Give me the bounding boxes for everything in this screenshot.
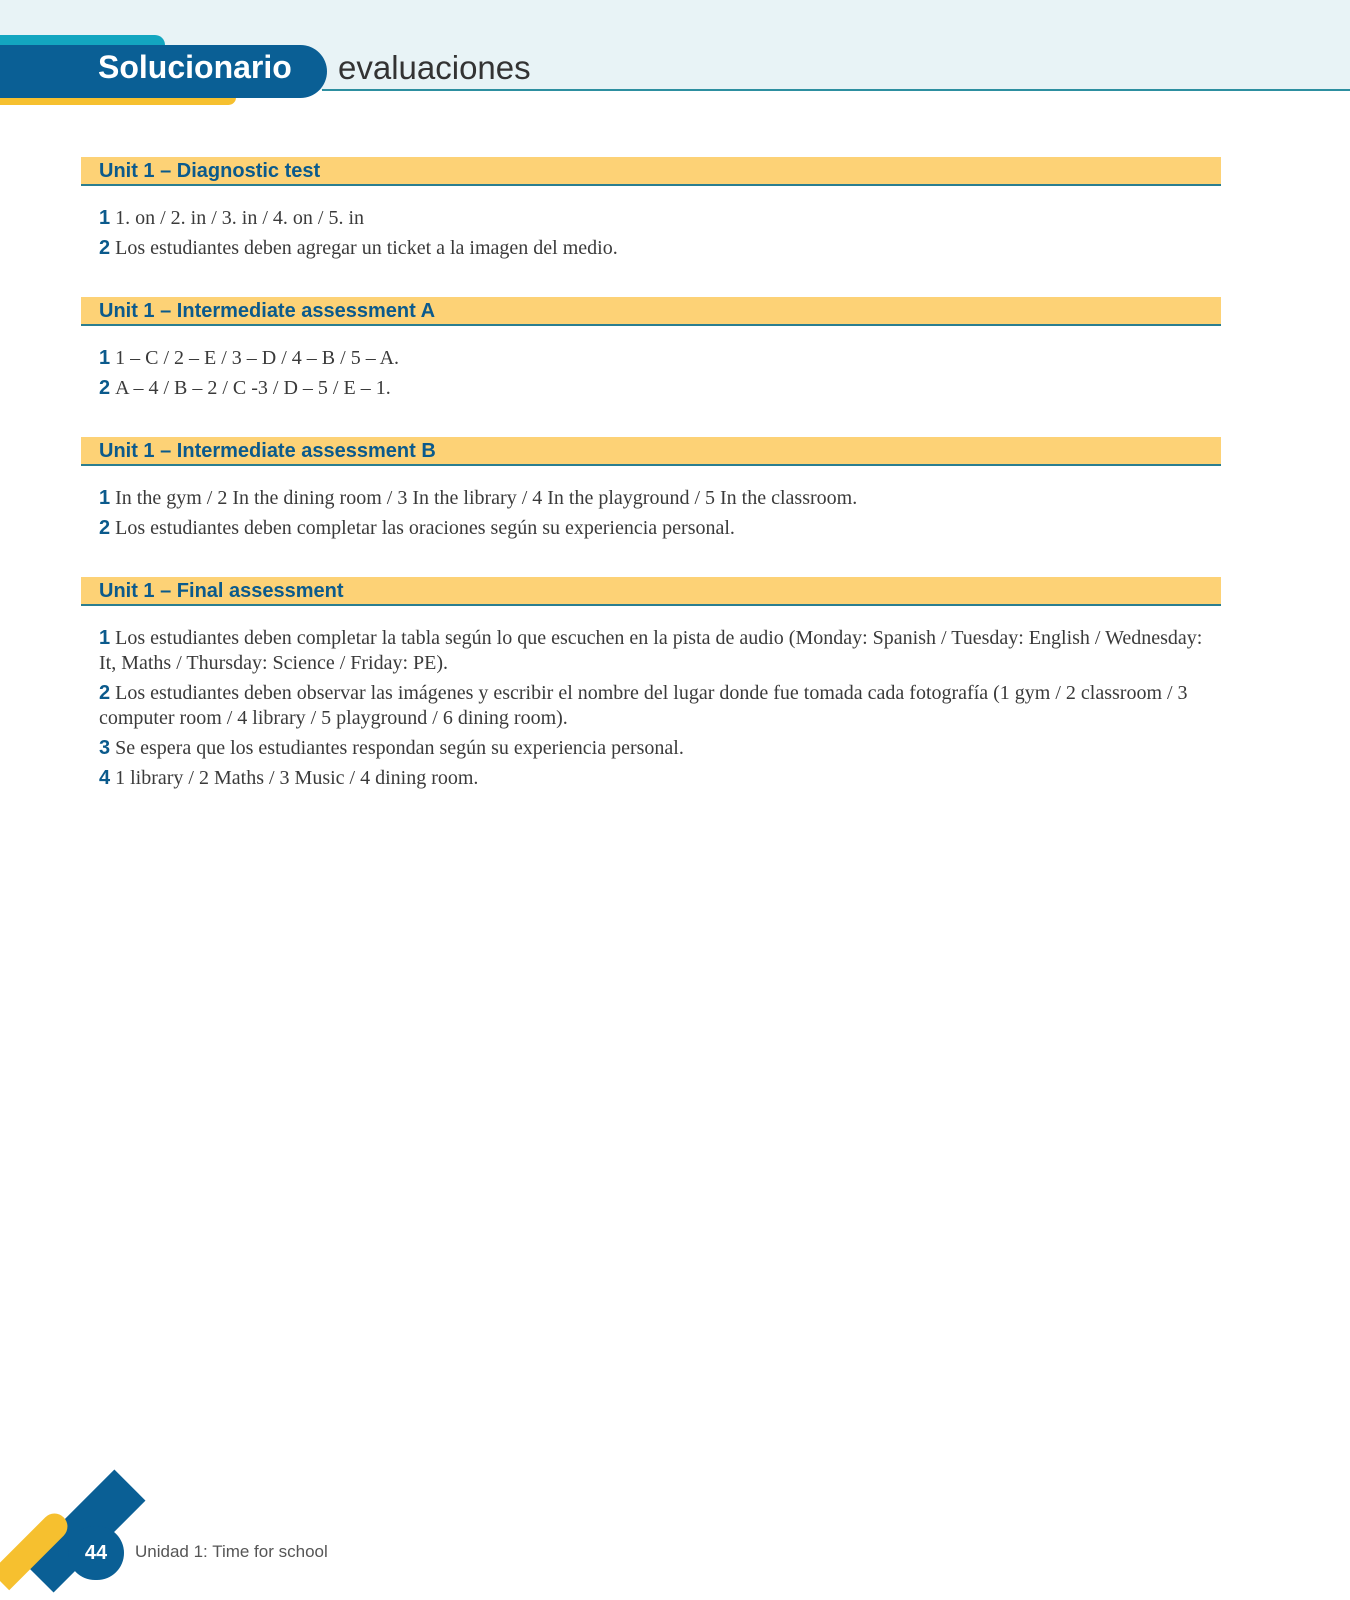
answer-item [99,626,1221,676]
answer-text: In the gym / 2 In the dining room / 3 In the library / 4 In the playground / 5 In the classroom. [115,487,858,509]
answer-item [99,766,1221,791]
answer-number: 2 [99,682,111,704]
section-diagnostic-test [81,157,1221,261]
answer-item [99,236,1221,261]
section-body [81,466,1221,541]
section-intermediate-assessment-a [81,297,1221,401]
answer-text: 1. on / 2. in / 3. in / 4. on / 5. in [115,207,365,229]
header-divider [322,89,1350,91]
answer-item [99,346,1221,371]
answer-number: 2 [99,237,111,259]
answer-key-content [81,157,1221,827]
answer-number: 4 [99,767,111,789]
section-heading: Unit 1 – Diagnostic test [81,157,1221,186]
answer-text: Los estudiantes deben completar las oraciones según su experiencia personal. [115,517,735,539]
answer-text: 1 – C / 2 – E / 3 – D / 4 – B / 5 – A. [115,347,400,369]
page-header [0,0,1350,100]
footer-unit-label: Unidad 1: Time for school [135,1542,328,1561]
page-title: Solucionario [98,49,292,85]
answer-number: 2 [99,517,111,539]
answer-text: 1 library / 2 Maths / 3 Music / 4 dining room. [115,767,479,789]
answer-item [99,486,1221,511]
answer-number: 2 [99,377,111,399]
section-heading: Unit 1 – Intermediate assessment B [81,437,1221,466]
answer-number: 1 [99,627,111,649]
answer-number: 1 [99,487,111,509]
section-heading: Unit 1 – Final assessment [81,577,1221,606]
answer-number: 1 [99,207,111,229]
section-intermediate-assessment-b [81,437,1221,541]
answer-item [99,376,1221,401]
answer-text: Los estudiantes deben agregar un ticket a la imagen del medio. [115,237,618,259]
section-body [81,606,1221,791]
section-final-assessment [81,577,1221,791]
answer-text: Los estudiantes deben observar las imágenes y escribir el nombre del lugar donde fue tomada cada fotografía (1 gym / 2 classroom / 3 computer room / 4 library / 5 playground / 6 dining room). [99,682,1188,729]
answer-item [99,681,1221,731]
answer-item [99,736,1221,761]
section-body [81,186,1221,261]
page-subtitle: evaluaciones [338,49,531,86]
answer-text: Se espera que los estudiantes respondan según su experiencia personal. [115,737,684,759]
page-footer [0,1520,500,1600]
section-body [81,326,1221,401]
answer-text: A – 4 / B – 2 / C -3 / D – 5 / E – 1. [115,377,391,399]
answer-item [99,516,1221,541]
section-heading: Unit 1 – Intermediate assessment A [81,297,1221,326]
answer-text: Los estudiantes deben completar la tabla según lo que escuchen en la pista de audio (Monday: Spanish / Tuesday: English / Wednesday: It, Maths / Thursday: Science / Friday: PE). [99,627,1203,674]
answer-item [99,206,1221,231]
answer-number: 1 [99,347,111,369]
answer-number: 3 [99,737,111,759]
page-number: 44 [84,1542,108,1564]
